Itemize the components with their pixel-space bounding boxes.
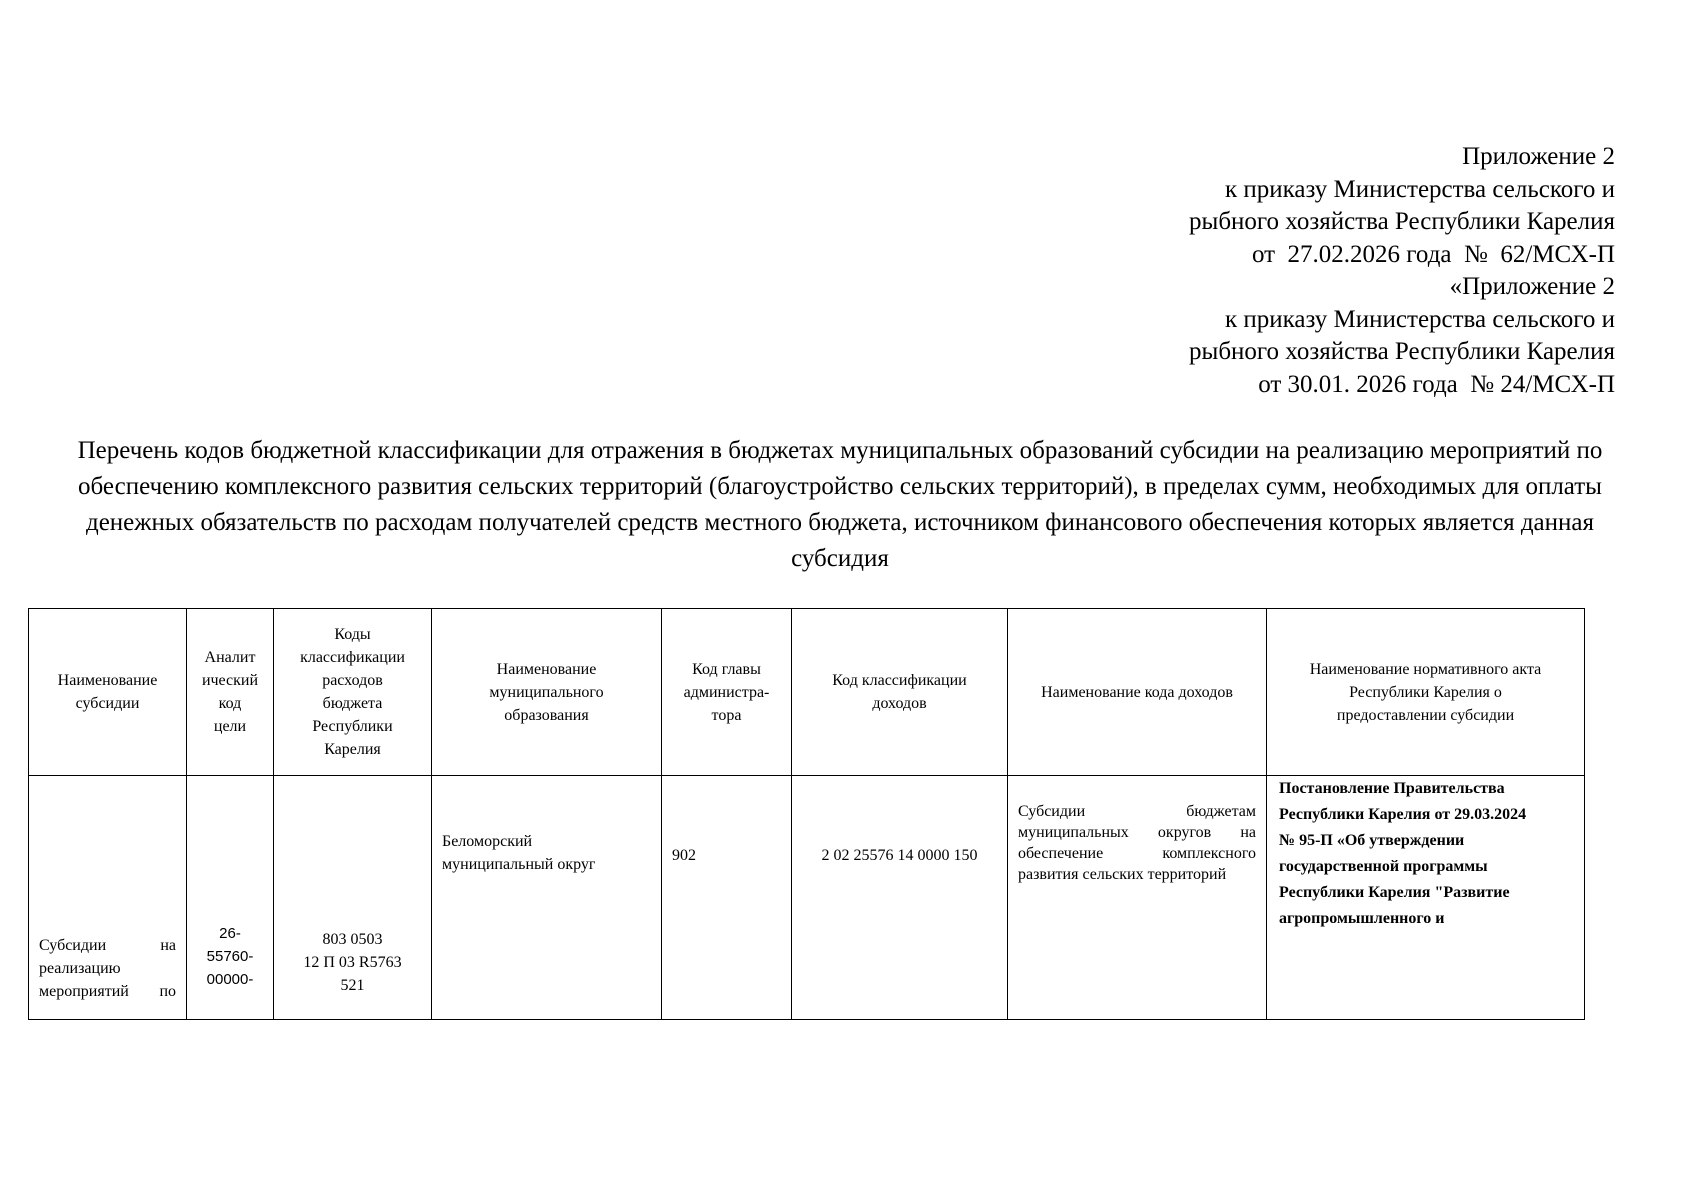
col-header-subsidy-name: Наименование субсидии <box>29 609 187 776</box>
budget-codes-table <box>28 608 1585 1020</box>
col-header-municipality: Наименование муниципального образования <box>432 609 662 776</box>
header-line: «Приложение 2 <box>1449 273 1615 300</box>
table-row <box>29 776 1585 1020</box>
cell-expense-code: 803 0503 12 П 03 R5763 521 <box>274 776 432 1020</box>
col-header-income-name: Наименование кода доходов <box>1008 609 1267 776</box>
cell-goal-code: 26- 55760- 00000- <box>187 776 274 1020</box>
header-line: к приказу Министерства сельского и <box>1224 175 1615 203</box>
subsidy-name-line: мероприятий по <box>39 983 176 1000</box>
col-header-admin-code: Код главы администра- тора <box>662 609 792 776</box>
cell-subsidy-name <box>29 776 187 1020</box>
header-line: рыбного хозяйства Республики Карелия <box>1189 208 1615 235</box>
cell-legal-act: Постановление Правительства Республики Карелия от 29.03.2024 № 95-П «Об утверждении государственной программы Республики Карелия "Развитие агропромышленного и <box>1267 776 1585 1020</box>
cell-income-code: 2 02 25576 14 0000 150 <box>792 776 1008 1020</box>
subsidy-name-line: реализацию <box>39 960 121 977</box>
header-line: от 30.01. 2026 года № 24/МСХ-П <box>1258 370 1615 398</box>
col-header-expense-codes: Коды классификации расходов бюджета Республики Карелия <box>274 609 432 776</box>
header-line: рыбного хозяйства Республики Карелия <box>1189 338 1615 365</box>
appendix-header <box>1189 141 1615 401</box>
col-header-income-code: Код классификации доходов <box>792 609 1008 776</box>
col-header-legal-act: Наименование нормативного акта Республики Карелия о предоставлении субсидии <box>1267 609 1585 776</box>
cell-admin-code: 902 <box>662 776 792 1020</box>
document-title: Перечень кодов бюджетной классификации для отражения в бюджетах муниципальных образований субсидии на реализацию мероприятий по обеспечению комплексного развития сельских территорий (благоустройство сельских территорий), в пределах сумм, необходимых для оплаты денежных обязательств по расходам получателей средств местного бюджета, источником финансового обеспечения которых является данная субсидия <box>77 437 1603 572</box>
header-line: от 27.02.2026 года № 62/МСХ-П <box>1251 240 1615 268</box>
col-header-goal-code: Аналит ический код цели <box>187 609 274 776</box>
header-line: Приложение 2 <box>1462 143 1615 170</box>
cell-income-name: Субсидии бюджетам муниципальных округов на обеспечение комплексного развития сельских территорий <box>1008 776 1267 1020</box>
header-line: к приказу Министерства сельского и <box>1224 305 1615 333</box>
table-header-row <box>29 609 1585 776</box>
subsidy-name-line: Субсидии на <box>39 937 176 954</box>
cell-municipality: Беломорский муниципальный округ <box>432 776 662 1020</box>
